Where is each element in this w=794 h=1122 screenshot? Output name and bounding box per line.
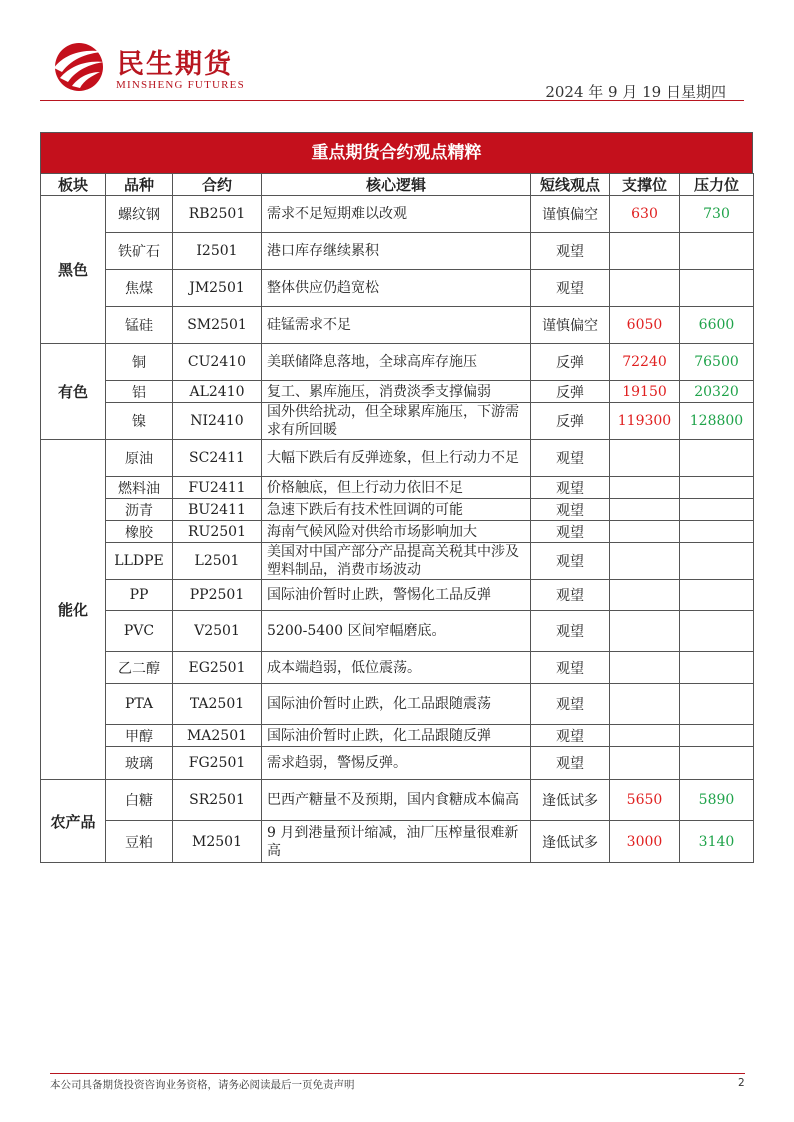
support-cell: [610, 233, 680, 270]
resistance-cell: 5890: [680, 780, 754, 821]
logic-cell: 9 月到港量预计缩减，油厂压榨量很难新高: [262, 821, 531, 863]
resistance-cell: [680, 747, 754, 780]
table-row: [41, 477, 754, 499]
variety-cell: 玻璃: [106, 747, 173, 780]
view-cell: 反弹: [531, 403, 610, 440]
logic-cell: 港口库存继续累积: [262, 233, 531, 270]
support-cell: 630: [610, 196, 680, 233]
futures-view-table: [40, 132, 753, 863]
contract-cell: EG2501: [173, 652, 262, 684]
table-row: [41, 821, 754, 863]
table-title: 重点期货合约观点精粹: [40, 132, 753, 173]
support-cell: [610, 580, 680, 611]
support-cell: [610, 499, 680, 521]
header-divider: [40, 100, 744, 101]
brand-name-en: MINSHENG FUTURES: [116, 79, 245, 91]
variety-cell: 豆粕: [106, 821, 173, 863]
report-date: 2024 年 9 月 19 日星期四: [545, 83, 726, 101]
support-cell: 6050: [610, 307, 680, 344]
contract-cell: FU2411: [173, 477, 262, 499]
column-header: 核心逻辑: [262, 174, 531, 196]
variety-cell: 镍: [106, 403, 173, 440]
view-cell: 逢低试多: [531, 780, 610, 821]
view-table: [40, 173, 754, 863]
table-row: [41, 196, 754, 233]
table-row: [41, 499, 754, 521]
resistance-cell: [680, 611, 754, 652]
contract-cell: FG2501: [173, 747, 262, 780]
view-cell: 观望: [531, 543, 610, 580]
resistance-cell: 128800: [680, 403, 754, 440]
contract-cell: NI2410: [173, 403, 262, 440]
sector-cell: 有色: [41, 344, 106, 440]
view-cell: 观望: [531, 233, 610, 270]
table-header-row: [41, 174, 754, 196]
view-cell: 观望: [531, 270, 610, 307]
logic-cell: 急速下跌后有技术性回调的可能: [262, 499, 531, 521]
logic-cell: 国际油价暂时止跌，化工品跟随反弹: [262, 725, 531, 747]
support-cell: [610, 521, 680, 543]
column-header: 压力位: [680, 174, 754, 196]
logic-cell: 海南气候风险对供给市场影响加大: [262, 521, 531, 543]
contract-cell: BU2411: [173, 499, 262, 521]
table-row: [41, 440, 754, 477]
variety-cell: PTA: [106, 684, 173, 725]
logic-cell: 价格触底，但上行动力依旧不足: [262, 477, 531, 499]
view-cell: 观望: [531, 684, 610, 725]
logic-cell: 国际油价暂时止跌，警惕化工品反弹: [262, 580, 531, 611]
view-cell: 逢低试多: [531, 821, 610, 863]
contract-cell: M2501: [173, 821, 262, 863]
table-row: [41, 543, 754, 580]
support-cell: [610, 747, 680, 780]
contract-cell: RB2501: [173, 196, 262, 233]
resistance-cell: [680, 477, 754, 499]
contract-cell: SC2411: [173, 440, 262, 477]
view-cell: 反弹: [531, 344, 610, 381]
sector-cell: 农产品: [41, 780, 106, 863]
logic-cell: 需求趋弱，警惕反弹。: [262, 747, 531, 780]
resistance-cell: [680, 580, 754, 611]
contract-cell: L2501: [173, 543, 262, 580]
view-cell: 观望: [531, 611, 610, 652]
disclaimer-text: 本公司具备期货投资咨询业务资格，请务必阅读最后一页免责声明: [50, 1079, 355, 1091]
resistance-cell: [680, 270, 754, 307]
resistance-cell: 6600: [680, 307, 754, 344]
table-row: [41, 580, 754, 611]
sector-cell: 能化: [41, 440, 106, 780]
variety-cell: 铜: [106, 344, 173, 381]
view-cell: 观望: [531, 477, 610, 499]
variety-cell: 螺纹钢: [106, 196, 173, 233]
table-row: [41, 521, 754, 543]
table-row: [41, 725, 754, 747]
contract-cell: RU2501: [173, 521, 262, 543]
view-cell: 观望: [531, 725, 610, 747]
logic-cell: 需求不足短期难以改观: [262, 196, 531, 233]
table-row: [41, 747, 754, 780]
support-cell: 19150: [610, 381, 680, 403]
table-row: [41, 381, 754, 403]
view-cell: 观望: [531, 499, 610, 521]
resistance-cell: 20320: [680, 381, 754, 403]
brand-name-cn: 民生期货: [117, 49, 233, 80]
logic-cell: 美联储降息落地，全球高库存施压: [262, 344, 531, 381]
resistance-cell: [680, 499, 754, 521]
column-header: 短线观点: [531, 174, 610, 196]
footer-divider: [50, 1073, 745, 1074]
view-cell: 观望: [531, 521, 610, 543]
logic-cell: 大幅下跌后有反弹迹象，但上行动力不足: [262, 440, 531, 477]
contract-cell: MA2501: [173, 725, 262, 747]
support-cell: [610, 652, 680, 684]
contract-cell: V2501: [173, 611, 262, 652]
resistance-cell: [680, 440, 754, 477]
logic-cell: 整体供应仍趋宽松: [262, 270, 531, 307]
variety-cell: LLDPE: [106, 543, 173, 580]
variety-cell: 白糖: [106, 780, 173, 821]
support-cell: 5650: [610, 780, 680, 821]
table-row: [41, 344, 754, 381]
contract-cell: AL2410: [173, 381, 262, 403]
support-cell: [610, 270, 680, 307]
view-cell: 谨慎偏空: [531, 307, 610, 344]
variety-cell: 焦煤: [106, 270, 173, 307]
support-cell: 72240: [610, 344, 680, 381]
page-number: 2: [738, 1077, 745, 1089]
logic-cell: 国外供给扰动，但全球累库施压，下游需求有所回暖: [262, 403, 531, 440]
contract-cell: CU2410: [173, 344, 262, 381]
variety-cell: 甲醇: [106, 725, 173, 747]
resistance-cell: [680, 521, 754, 543]
support-cell: [610, 684, 680, 725]
variety-cell: 锰硅: [106, 307, 173, 344]
column-header: 支撑位: [610, 174, 680, 196]
support-cell: 3000: [610, 821, 680, 863]
variety-cell: 原油: [106, 440, 173, 477]
variety-cell: 铁矿石: [106, 233, 173, 270]
table-row: [41, 611, 754, 652]
table-row: [41, 233, 754, 270]
support-cell: [610, 440, 680, 477]
column-header: 合约: [173, 174, 262, 196]
resistance-cell: 730: [680, 196, 754, 233]
logic-cell: 美国对中国产部分产品提高关税其中涉及塑料制品，消费市场波动: [262, 543, 531, 580]
logic-cell: 国际油价暂时止跌，化工品跟随震荡: [262, 684, 531, 725]
table-body: [41, 196, 754, 863]
contract-cell: I2501: [173, 233, 262, 270]
logic-cell: 硅锰需求不足: [262, 307, 531, 344]
support-cell: [610, 611, 680, 652]
column-header: 板块: [41, 174, 106, 196]
support-cell: [610, 477, 680, 499]
resistance-cell: [680, 684, 754, 725]
table-row: [41, 652, 754, 684]
contract-cell: PP2501: [173, 580, 262, 611]
variety-cell: 燃料油: [106, 477, 173, 499]
view-cell: 观望: [531, 747, 610, 780]
support-cell: [610, 543, 680, 580]
sector-cell: 黑色: [41, 196, 106, 344]
variety-cell: 铝: [106, 381, 173, 403]
contract-cell: SR2501: [173, 780, 262, 821]
table-row: [41, 403, 754, 440]
support-cell: [610, 725, 680, 747]
view-cell: 观望: [531, 652, 610, 684]
page-header: [0, 0, 794, 104]
logic-cell: 巴西产糖量不及预期，国内食糖成本偏高: [262, 780, 531, 821]
contract-cell: SM2501: [173, 307, 262, 344]
contract-cell: JM2501: [173, 270, 262, 307]
contract-cell: TA2501: [173, 684, 262, 725]
logic-cell: 复工、累库施压，消费淡季支撑偏弱: [262, 381, 531, 403]
view-cell: 观望: [531, 580, 610, 611]
logic-cell: 成本端趋弱，低位震荡。: [262, 652, 531, 684]
variety-cell: PVC: [106, 611, 173, 652]
view-cell: 谨慎偏空: [531, 196, 610, 233]
support-cell: 119300: [610, 403, 680, 440]
resistance-cell: [680, 652, 754, 684]
resistance-cell: 76500: [680, 344, 754, 381]
view-cell: 反弹: [531, 381, 610, 403]
table-row: [41, 270, 754, 307]
resistance-cell: 3140: [680, 821, 754, 863]
variety-cell: PP: [106, 580, 173, 611]
resistance-cell: [680, 233, 754, 270]
table-row: [41, 307, 754, 344]
variety-cell: 橡胶: [106, 521, 173, 543]
logic-cell: 5200-5400 区间窄幅磨底。: [262, 611, 531, 652]
table-row: [41, 684, 754, 725]
variety-cell: 乙二醇: [106, 652, 173, 684]
minsheng-logo-icon: [50, 40, 108, 92]
variety-cell: 沥青: [106, 499, 173, 521]
table-row: [41, 780, 754, 821]
resistance-cell: [680, 725, 754, 747]
column-header: 品种: [106, 174, 173, 196]
resistance-cell: [680, 543, 754, 580]
view-cell: 观望: [531, 440, 610, 477]
